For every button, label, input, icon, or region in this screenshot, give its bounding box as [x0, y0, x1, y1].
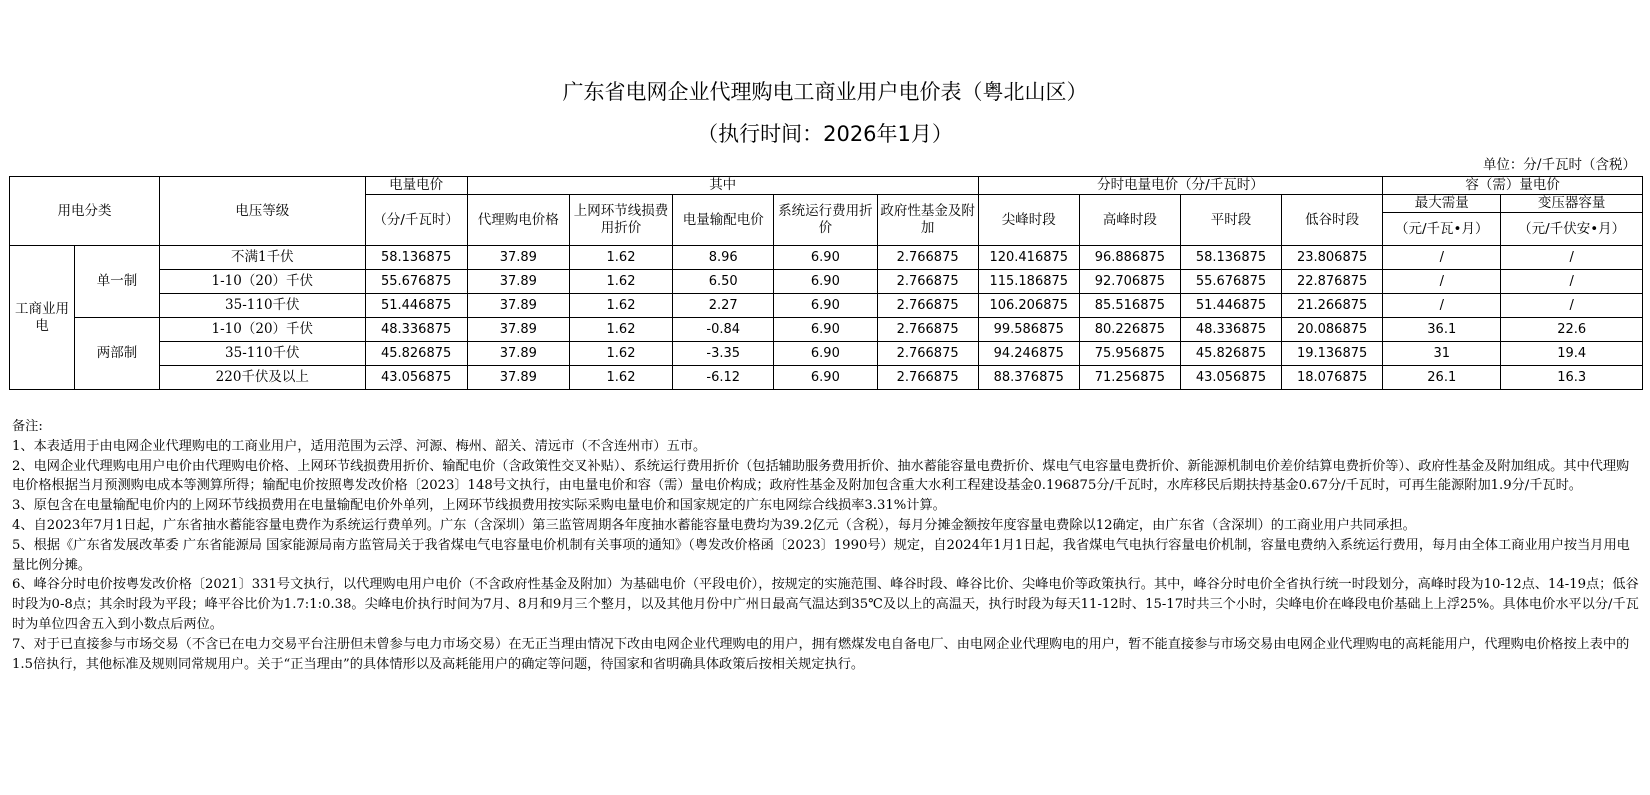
- system-cost-cell: 6.90: [774, 270, 877, 294]
- gov-fund-cell: 2.766875: [877, 318, 978, 342]
- category-main: 工商业用电: [10, 246, 75, 390]
- gov-fund-cell: 2.766875: [877, 342, 978, 366]
- header-tou-price: 分时电量电价（分/千瓦时）: [978, 177, 1383, 195]
- max-demand-cell: /: [1383, 270, 1501, 294]
- transformer-cell: 22.6: [1501, 318, 1643, 342]
- header-transformer-unit: （元/千伏安•月）: [1501, 213, 1643, 246]
- loss-price-cell: 1.62: [569, 294, 672, 318]
- notes-heading: 备注:: [12, 419, 43, 434]
- table-row: [10, 246, 1643, 270]
- peak-cell: 71.256875: [1079, 366, 1180, 390]
- energy-price-cell: 48.336875: [365, 318, 467, 342]
- transformer-cell: /: [1501, 270, 1643, 294]
- flat-cell: 43.056875: [1180, 366, 1281, 390]
- note-item: 6、峰谷分时电价按粤发改价格〔2021〕331号文执行，以代理购电用户电价（不含政府性基金及附加）为基础电价（平段电价），按规定的实施范围、峰谷时段、峰谷比价、尖峰电价等政策执行。其中，峰谷分时电价全省执行统一时段划分，高峰时段为10-12点、14-19点；低谷时段为0-8点；其余时段为平段；峰平谷比价为1.7:1:0.38。尖峰电价执行时间为7月、8月和9月三个整月，以及其他月份中广州日最高气温达到35℃及以上的高温天，执行时段为每天11-12时、15-17时共三个小时，尖峰电价在峰段电价基础上上浮25%。具体电价水平以分/千瓦时为单位四舍五入到小数点后两位。: [12, 577, 1639, 632]
- energy-price-cell: 55.676875: [365, 270, 467, 294]
- note-item: 3、原包含在电量输配电价内的上网环节线损费用在电量输配电价外单列，上网环节线损费用按实际采购电量电价和国家规定的广东电网综合线损率3.31%计算。: [12, 498, 946, 514]
- valley-cell: 19.136875: [1282, 342, 1383, 366]
- notes-section: [12, 417, 1640, 674]
- unit-label: 单位：分/千瓦时（含税）: [1482, 157, 1636, 173]
- page-title: 广东省电网企业代理购电工商业用户电价表（粤北山区）: [562, 80, 1088, 104]
- proxy-price-cell: 37.89: [467, 246, 569, 270]
- page-subtitle: （执行时间：2026年1月）: [697, 122, 953, 146]
- gov-fund-cell: 2.766875: [877, 366, 978, 390]
- transformer-cell: 19.4: [1501, 342, 1643, 366]
- proxy-price-cell: 37.89: [467, 294, 569, 318]
- flat-cell: 48.336875: [1180, 318, 1281, 342]
- header-of-which: 其中: [467, 177, 978, 195]
- gov-fund-cell: 2.766875: [877, 246, 978, 270]
- note-item: 5、根据《广东省发展改革委 广东省能源局 国家能源局南方监管局关于我省煤电气电容量电价机制有关事项的通知》（粤发改价格函〔2023〕1990号）规定，自2024年1月1日起，我省煤电气电执行容量电价机制，容量电费纳入系统运行费用，每月由全体工商业用户按当月用电量比例分摊。: [12, 537, 1630, 573]
- header-capacity-price: 容（需）量电价: [1383, 177, 1643, 195]
- energy-price-cell: 43.056875: [365, 366, 467, 390]
- valley-cell: 21.266875: [1282, 294, 1383, 318]
- transformer-cell: /: [1501, 246, 1643, 270]
- peak-cell: 85.516875: [1079, 294, 1180, 318]
- gov-fund-cell: 2.766875: [877, 270, 978, 294]
- loss-price-cell: 1.62: [569, 246, 672, 270]
- sharp-peak-cell: 94.246875: [978, 342, 1079, 366]
- peak-cell: 92.706875: [1079, 270, 1180, 294]
- header-transformer-capacity: 变压器容量: [1501, 195, 1643, 213]
- loss-price-cell: 1.62: [569, 318, 672, 342]
- table-row: [10, 318, 1643, 342]
- max-demand-cell: 36.1: [1383, 318, 1501, 342]
- header-proxy-price: 代理购电价格: [467, 195, 569, 246]
- table-row: [10, 270, 1643, 294]
- system-cost-cell: 6.90: [774, 294, 877, 318]
- price-table: [9, 176, 1643, 390]
- header-sharp-peak: 尖峰时段: [978, 195, 1079, 246]
- flat-cell: 45.826875: [1180, 342, 1281, 366]
- flat-cell: 51.446875: [1180, 294, 1281, 318]
- valley-cell: 18.076875: [1282, 366, 1383, 390]
- voltage-cell: 不满1千伏: [160, 246, 365, 270]
- sharp-peak-cell: 106.206875: [978, 294, 1079, 318]
- group-name: 两部制: [74, 318, 159, 390]
- transformer-cell: /: [1501, 294, 1643, 318]
- gov-fund-cell: 2.766875: [877, 294, 978, 318]
- header-flat: 平时段: [1180, 195, 1281, 246]
- note-item: 4、自2023年7月1日起，广东省抽水蓄能容量电费作为系统运行费单列。广东（含深圳）第三监管周期各年度抽水蓄能容量电费均为39.2亿元（含税），每月分摊金额按年度容量电费除以12确定，由广东省（含深圳）的工商业用户共同承担。: [12, 517, 1416, 533]
- note-item: 1、本表适用于由电网企业代理购电的工商业用户，适用范围为云浮、河源、梅州、韶关、清远市（不含连州市）五市。: [12, 438, 707, 454]
- voltage-cell: 1-10（20）千伏: [160, 270, 365, 294]
- voltage-cell: 35-110千伏: [160, 294, 365, 318]
- loss-price-cell: 1.62: [569, 342, 672, 366]
- sharp-peak-cell: 99.586875: [978, 318, 1079, 342]
- voltage-cell: 220千伏及以上: [160, 366, 365, 390]
- sharp-peak-cell: 120.416875: [978, 246, 1079, 270]
- table-row: [10, 366, 1643, 390]
- energy-price-cell: 58.136875: [365, 246, 467, 270]
- max-demand-cell: /: [1383, 294, 1501, 318]
- max-demand-cell: 26.1: [1383, 366, 1501, 390]
- max-demand-cell: 31: [1383, 342, 1501, 366]
- flat-cell: 58.136875: [1180, 246, 1281, 270]
- valley-cell: 20.086875: [1282, 318, 1383, 342]
- voltage-cell: 1-10（20）千伏: [160, 318, 365, 342]
- header-category: 用电分类: [10, 177, 160, 246]
- header-system-cost: 系统运行费用折价: [774, 195, 877, 246]
- energy-price-cell: 51.446875: [365, 294, 467, 318]
- transmission-price-cell: 8.96: [673, 246, 774, 270]
- header-valley: 低谷时段: [1282, 195, 1383, 246]
- system-cost-cell: 6.90: [774, 246, 877, 270]
- sharp-peak-cell: 88.376875: [978, 366, 1079, 390]
- flat-cell: 55.676875: [1180, 270, 1281, 294]
- loss-price-cell: 1.62: [569, 270, 672, 294]
- header-max-demand-unit: （元/千瓦•月）: [1383, 213, 1501, 246]
- header-energy-price-unit: （分/千瓦时）: [365, 195, 467, 246]
- transmission-price-cell: 6.50: [673, 270, 774, 294]
- header-loss-price: 上网环节线损费用折价: [569, 195, 672, 246]
- group-name: 单一制: [74, 246, 159, 318]
- peak-cell: 75.956875: [1079, 342, 1180, 366]
- valley-cell: 23.806875: [1282, 246, 1383, 270]
- table-row: [10, 294, 1643, 318]
- voltage-cell: 35-110千伏: [160, 342, 365, 366]
- transmission-price-cell: -0.84: [673, 318, 774, 342]
- table-row: [10, 342, 1643, 366]
- proxy-price-cell: 37.89: [467, 318, 569, 342]
- sharp-peak-cell: 115.186875: [978, 270, 1079, 294]
- transmission-price-cell: 2.27: [673, 294, 774, 318]
- transmission-price-cell: -3.35: [673, 342, 774, 366]
- system-cost-cell: 6.90: [774, 342, 877, 366]
- energy-price-cell: 45.826875: [365, 342, 467, 366]
- transmission-price-cell: -6.12: [673, 366, 774, 390]
- header-transmission-price: 电量输配电价: [673, 195, 774, 246]
- system-cost-cell: 6.90: [774, 366, 877, 390]
- header-peak: 高峰时段: [1079, 195, 1180, 246]
- peak-cell: 80.226875: [1079, 318, 1180, 342]
- transformer-cell: 16.3: [1501, 366, 1643, 390]
- note-item: 7、对于已直接参与市场交易（不含已在电力交易平台注册但未曾参与电力市场交易）在无正当理由情况下改由电网企业代理购电的用户，拥有燃煤发电自备电厂、由电网企业代理购电的用户，暂不能直接参与市场交易由电网企业代理购电的高耗能用户，代理购电价格按上表中的1.5倍执行，其他标准及规则同常规用户。关于“正当理由”的具体情形以及高耗能用户的确定等问题，待国家和省明确具体政策后按相关规定执行。: [12, 636, 1630, 672]
- header-gov-fund: 政府性基金及附加: [877, 195, 978, 246]
- header-max-demand: 最大需量: [1383, 195, 1501, 213]
- proxy-price-cell: 37.89: [467, 366, 569, 390]
- note-item: 2、电网企业代理购电用户电价由代理购电价格、上网环节线损费用折价、输配电价（含政策性交叉补贴）、系统运行费用折价（包括辅助服务费用折价、抽水蓄能容量电费折价、煤电气电容量电费折价、新能源机制电价差价结算电费折价等）、政府性基金及附加组成。其中代理购电价格根据当月预测购电成本等测算所得；输配电价按照粤发改价格〔2023〕148号文执行，由电量电价和容（需）量电价构成；政府性基金及附加包含重大水利工程建设基金0.196875分/千瓦时，水库移民后期扶持基金0.67分/千瓦时，可再生能源附加1.9分/千瓦时。: [12, 458, 1630, 494]
- loss-price-cell: 1.62: [569, 366, 672, 390]
- system-cost-cell: 6.90: [774, 318, 877, 342]
- proxy-price-cell: 37.89: [467, 270, 569, 294]
- peak-cell: 96.886875: [1079, 246, 1180, 270]
- header-energy-price: 电量电价: [365, 177, 467, 195]
- valley-cell: 22.876875: [1282, 270, 1383, 294]
- max-demand-cell: /: [1383, 246, 1501, 270]
- header-voltage: 电压等级: [160, 177, 365, 246]
- proxy-price-cell: 37.89: [467, 342, 569, 366]
